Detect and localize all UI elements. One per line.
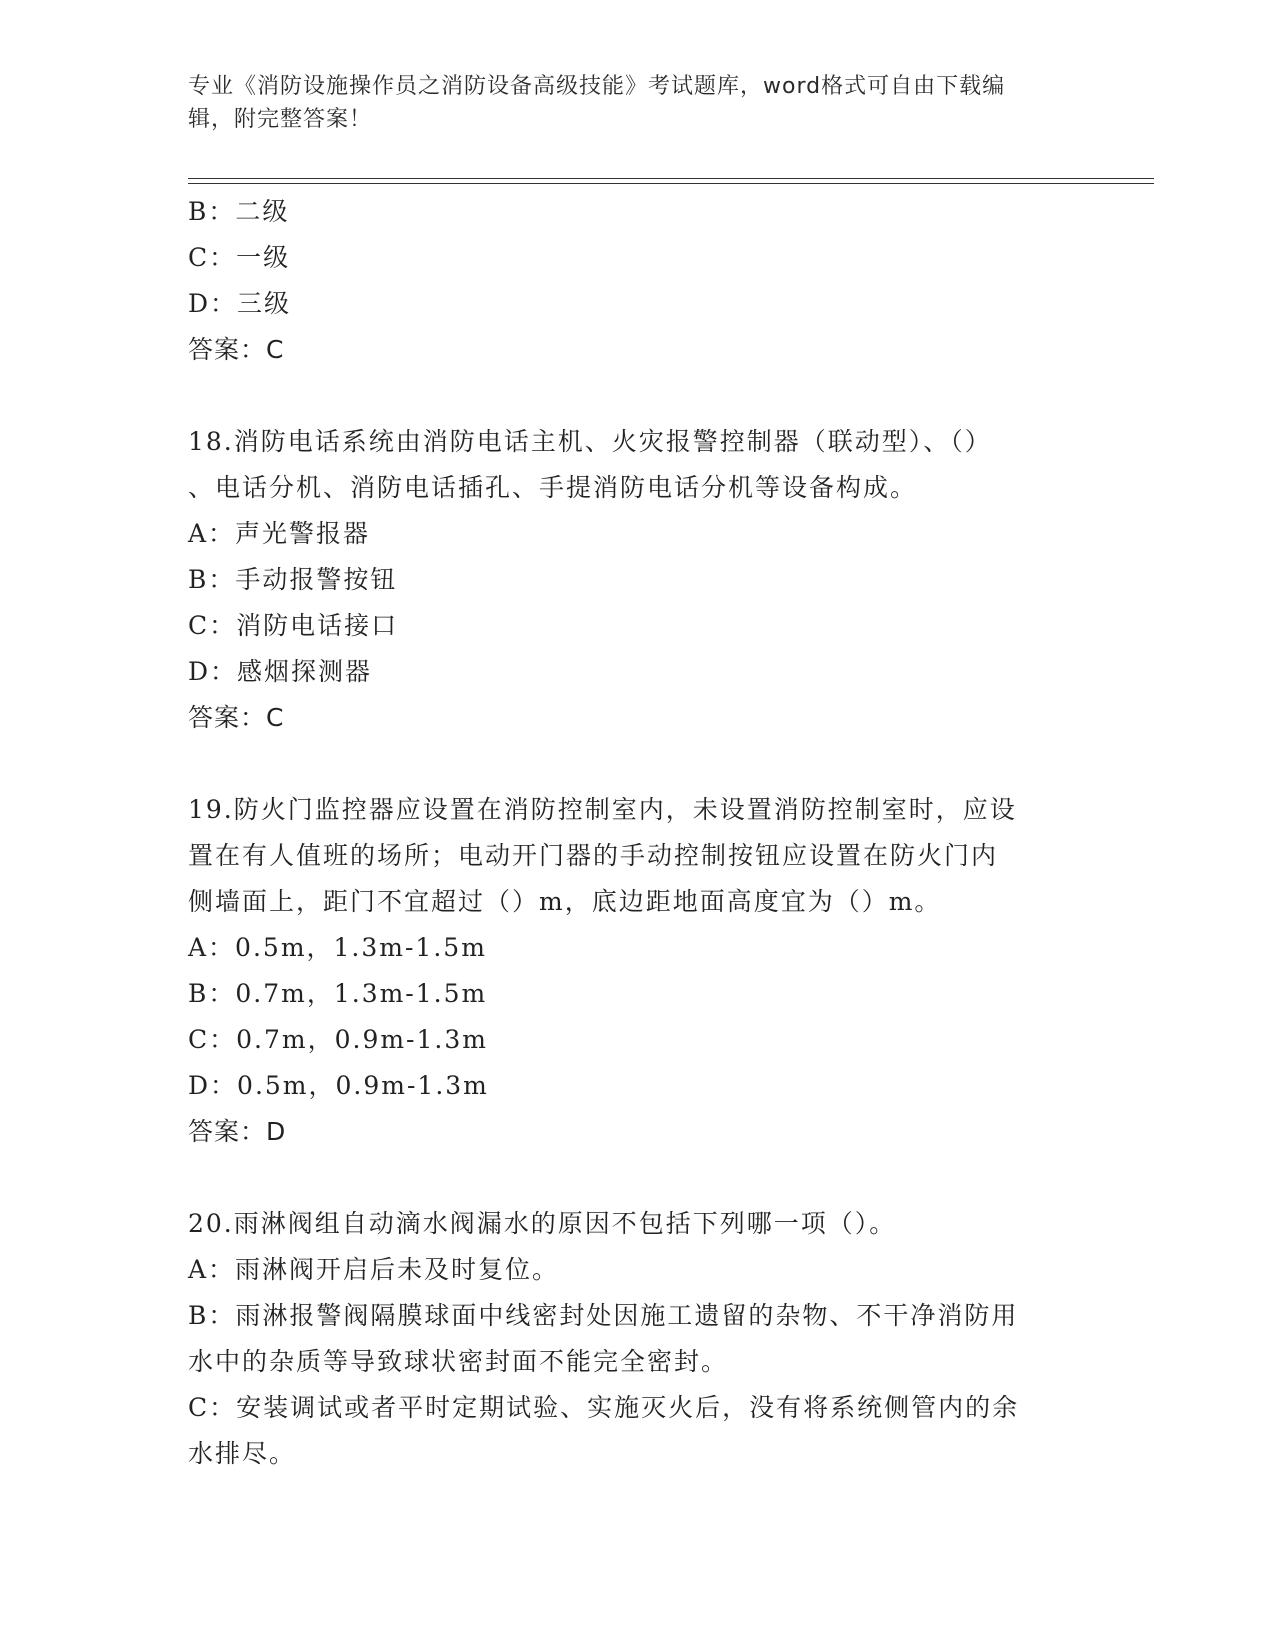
option-b: B：0.7m，1.3m-1.5m (188, 979, 488, 1008)
option-d: D：三级 (188, 289, 292, 318)
option-c: C：一级 (188, 243, 291, 272)
question-stem-line: 侧墙面上，距门不宜超过（）m，底边距地面高度宜为（）m。 (188, 887, 942, 916)
answer: 答案：D (188, 1117, 287, 1146)
option-a: A：雨淋阀开启后未及时复位。 (188, 1255, 560, 1284)
header-rule-top (188, 178, 1154, 179)
question-19 (188, 787, 1088, 1155)
question-17 (188, 189, 1088, 373)
question-stem-line: 18.消防电话系统由消防电话主机、火灾报警控制器（联动型）、（） (188, 427, 992, 456)
document-header (188, 70, 1078, 136)
option-b: B：二级 (188, 197, 290, 226)
spacer (188, 741, 1088, 787)
question-20 (188, 1201, 1088, 1477)
option-c: C：0.7m，0.9m-1.3m (188, 1025, 488, 1054)
option-b-continuation: 水中的杂质等导致球状密封面不能完全密封。 (188, 1347, 729, 1376)
option-a: A：0.5m，1.3m-1.5m (188, 933, 487, 962)
question-18 (188, 419, 1088, 741)
option-d: D：0.5m，0.9m-1.3m (188, 1071, 489, 1100)
option-d: D：感烟探测器 (188, 657, 373, 686)
option-c: C：安装调试或者平时定期试验、实施灭火后，没有将系统侧管内的余 (188, 1393, 1020, 1422)
question-stem-line: 20.雨淋阀组自动滴水阀漏水的原因不包括下列哪一项（）。 (188, 1209, 897, 1238)
spacer (188, 1155, 1088, 1201)
question-stem-line: 、电话分机、消防电话插孔、手提消防电话分机等设备构成。 (188, 473, 918, 502)
header-line-1: 专业《消防设施操作员之消防设备高级技能》考试题库，word格式可自由下载编 (188, 74, 1006, 99)
option-c: C：消防电话接口 (188, 611, 399, 640)
answer: 答案：C (188, 703, 285, 732)
question-content (188, 189, 1088, 1477)
option-b: B：手动报警按钮 (188, 565, 398, 594)
option-b: B：雨淋报警阀隔膜球面中线密封处因施工遗留的杂物、不干净消防用 (188, 1301, 1019, 1330)
option-c-continuation: 水排尽。 (188, 1439, 297, 1468)
question-stem-line: 19.防火门监控器应设置在消防控制室内，未设置消防控制室时，应设 (188, 795, 1017, 824)
answer: 答案：C (188, 335, 285, 364)
header-line-2: 辑，附完整答案！ (188, 107, 373, 132)
question-stem-line: 置在有人值班的场所；电动开门器的手动控制按钮应设置在防火门内 (188, 841, 999, 870)
spacer (188, 373, 1088, 419)
header-rule-bottom (188, 183, 1154, 184)
option-a: A：声光警报器 (188, 519, 371, 548)
